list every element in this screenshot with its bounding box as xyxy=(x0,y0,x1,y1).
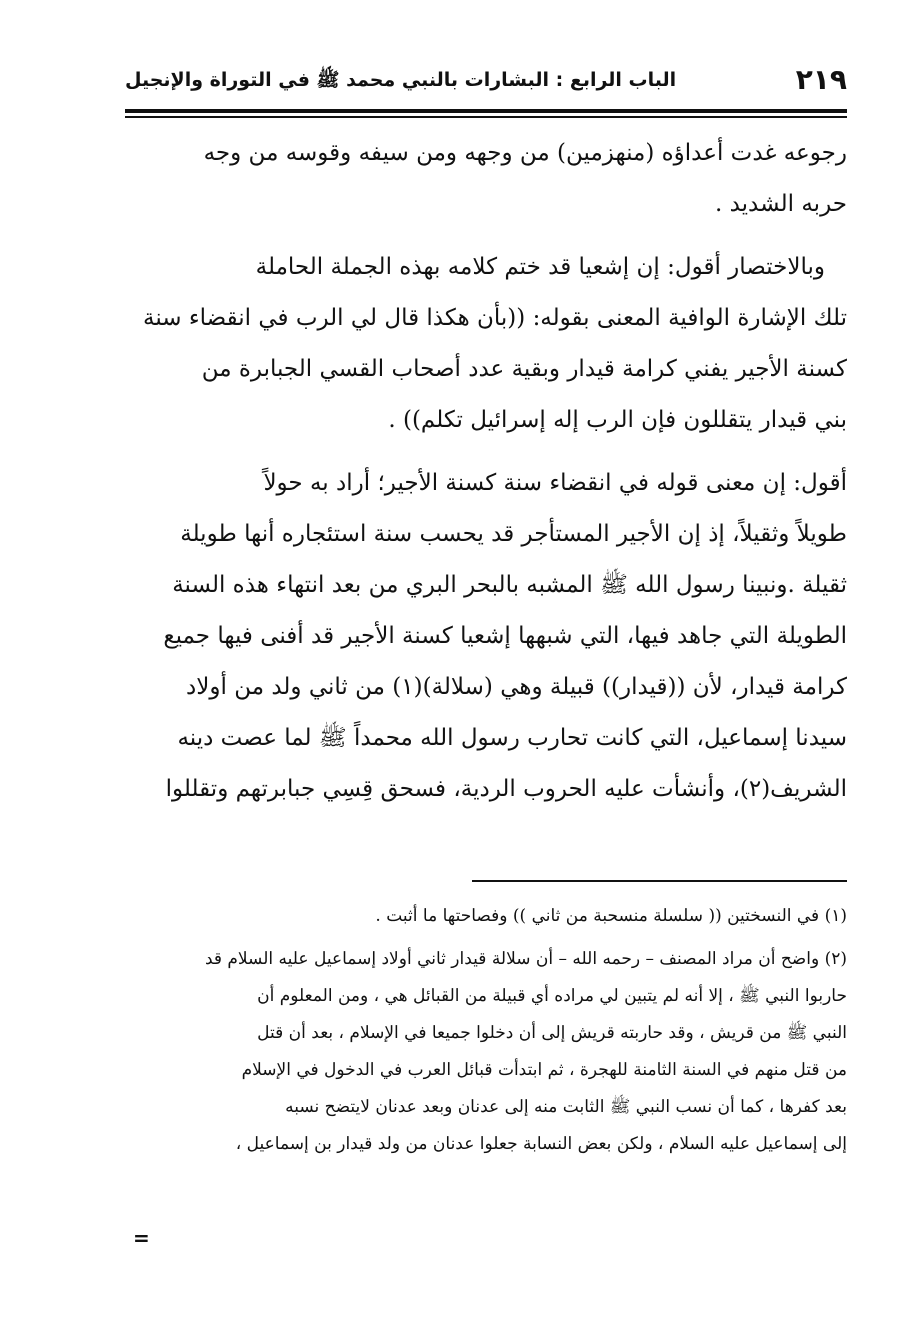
text-line: أقول: إن معنى قوله في انقضاء سنة كسنة الأجير؛ أراد به حولاً xyxy=(263,470,847,496)
text-line: بني قيدار يتقللون فإن الرب إله إسرائيل تكلم)) . xyxy=(388,407,847,433)
header-rule-thick xyxy=(125,109,847,113)
text-line: تلك الإشارة الوافية المعنى بقوله: ((بأن هكذا قال لي الرب في انقضاء سنة xyxy=(143,305,847,331)
text-line: الشريف(٢)، وأنشأت عليه الحروب الردية، فسحق قِسِي جبابرتهم وتقللوا xyxy=(165,776,847,802)
footnote-line: حاربوا النبي ﷺ ، إلا أنه لم يتبين لي مراده أي قبيلة من القبائل هي ، ومن المعلوم أن xyxy=(257,986,847,1006)
header-rule-thin xyxy=(125,116,847,118)
footnote-2 xyxy=(125,941,847,1163)
footnote-line: من قتل منهم في السنة الثامنة للهجرة ، ثم ابتدأت قبائل العرب في الدخول في الإسلام xyxy=(241,1060,847,1080)
text-line: وبالاختصار أقول: إن إشعيا قد ختم كلامه بهذه الجملة الحاملة xyxy=(255,254,825,280)
paragraph-1 xyxy=(125,128,847,230)
text-line: سيدنا إسماعيل، التي كانت تحارب رسول الله محمداً ﷺ لما عصت دينه xyxy=(177,725,847,751)
footnote-1: (١) في النسختين (( سلسلة منسحبة من ثاني )) وفصاحتها ما أثبت . xyxy=(375,906,847,926)
footnotes xyxy=(125,898,847,1163)
text-line: الطويلة التي جاهد فيها، التي شبهها إشعيا كسنة الأجير قد أفنى فيها جميع xyxy=(163,623,847,649)
running-header xyxy=(125,60,847,100)
footnote-line: (٢) واضح أن مراد المصنف – رحمه الله – أن سلالة قيدار ثاني أولاد إسماعيل عليه السلام قد xyxy=(204,949,847,969)
text-line: كرامة قيدار، لأن ((قيدار)) قبيلة وهي (سلالة)(١) من ثاني ولد من أولاد xyxy=(186,674,847,700)
text-line: طويلاً وثقيلاً، إذ إن الأجير المستأجر قد يحسب سنة استئجاره أنها طويلة xyxy=(180,521,847,547)
text-line: رجوعه غدت أعداؤه (منهزمين) من وجهه ومن سيفه وقوسه من وجه xyxy=(203,140,847,166)
text-line: ثقيلة .ونبينا رسول الله ﷺ المشبه بالبحر البري من بعد انتهاء هذه السنة xyxy=(172,572,847,598)
paragraph-3 xyxy=(125,458,847,815)
footnote-separator xyxy=(472,880,847,882)
footnote-line: النبي ﷺ من قريش ، وقد حاربته قريش إلى أن دخلوا جميعا في الإسلام ، بعد أن قتل xyxy=(257,1023,847,1043)
footnote-line: إلى إسماعيل عليه السلام ، ولكن بعض النسابة جعلوا عدنان من ولد قيدار بن إسماعيل ، xyxy=(235,1134,847,1154)
text-line: حربه الشديد . xyxy=(714,191,847,217)
chapter-title: الباب الرابع : البشارات بالنبي محمد ﷺ في التوراة والإنجيل xyxy=(125,69,677,91)
text-line: كسنة الأجير يفني كرامة قيدار وبقية عدد أصحاب القسي الجبابرة من xyxy=(201,356,847,382)
footnote-line: بعد كفرها ، كما أن نسب النبي ﷺ الثابت منه إلى عدنان وبعد عدنان لايتضح نسبه xyxy=(285,1097,847,1117)
page-number: ٢١٩ xyxy=(795,63,847,96)
paragraph-2 xyxy=(125,242,847,446)
main-text xyxy=(125,128,847,815)
continuation-mark: = xyxy=(133,1226,150,1250)
